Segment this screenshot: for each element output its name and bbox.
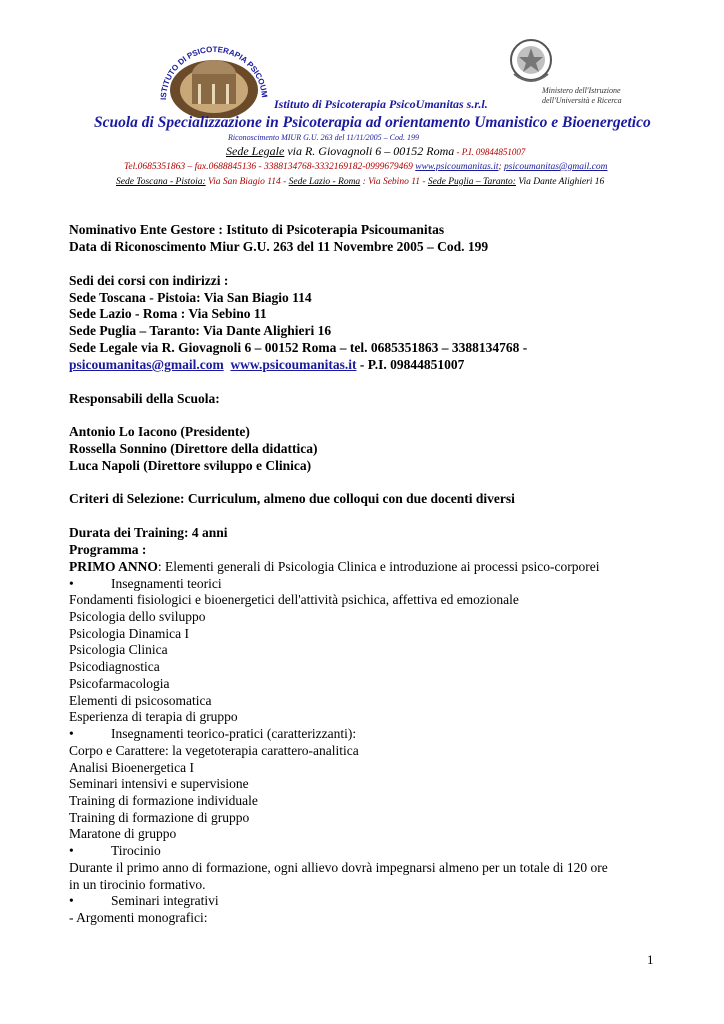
bullet: • xyxy=(69,726,74,741)
ministry-line-1: Ministero dell'Istruzione xyxy=(542,86,621,95)
list-item: Fondamenti fisiologici e bioenergetici dell'attività psichica, affettiva ed emozionale xyxy=(69,592,519,607)
list-item: Psicofarmacologia xyxy=(69,676,170,691)
sede-lazio-label: Sede Lazio - xyxy=(288,177,339,187)
responsabili-title: Responsabili della Scuola: xyxy=(69,391,220,406)
list-item: Corpo e Carattere: la vegetoterapia carattero-analitica xyxy=(69,743,359,758)
header-email-link[interactable]: psicoumanitas@gmail.com xyxy=(504,162,608,172)
list-item: Training di formazione di gruppo xyxy=(69,810,250,825)
list-item: Psicologia Dinamica I xyxy=(69,626,189,641)
email-link[interactable]: psicoumanitas@gmail.com xyxy=(69,357,224,372)
list-item: Elementi di psicosomatica xyxy=(69,693,212,708)
list-item: Training di formazione individuale xyxy=(69,793,258,808)
list-item: Psicologia Clinica xyxy=(69,642,168,657)
programma-title: Programma : xyxy=(69,542,147,557)
sede-toscana: Sede Toscana - Pistoia: Via San Biagio 114 xyxy=(69,290,312,305)
list-item: Seminari intensivi e supervisione xyxy=(69,776,249,791)
durata-training: Durata dei Training: 4 anni xyxy=(69,525,228,540)
sede-legale: Sede Legale via R. Giovagnoli 6 – 00152 Roma – tel. 0685351863 – 3388134768 - xyxy=(69,340,528,355)
responsabile-1: Antonio Lo Iacono (Presidente) xyxy=(69,424,250,439)
legal-address-text: via R. Giovagnoli 6 – 00152 Roma xyxy=(284,144,455,158)
sede-lazio-city: Roma xyxy=(338,177,361,187)
separator: ; xyxy=(498,162,505,172)
sede-lazio: Sede Lazio - Roma : Via Sebino 11 xyxy=(69,306,267,321)
page-number: 1 xyxy=(647,952,654,967)
responsabile-3: Luca Napoli (Direttore sviluppo e Clinica) xyxy=(69,458,312,473)
bullet: • xyxy=(69,843,74,858)
sede-lazio-address: : Via Sebino 11 - xyxy=(360,177,428,187)
tirocinio: Tirocinio xyxy=(111,843,161,858)
legal-address xyxy=(226,144,525,159)
list-item: Psicodiagnostica xyxy=(69,659,160,674)
piva: - P.I. 09844851007 xyxy=(356,357,465,372)
institute-logo xyxy=(158,38,270,118)
sede-toscana-address: Via San Biagio 114 - xyxy=(205,177,289,187)
tirocinio-text-1: Durante il primo anno di formazione, ogni allievo dovrà impegnarsi almeno per un totale di 120 ore xyxy=(69,860,608,875)
seminari-integrativi: Seminari integrativi xyxy=(111,893,219,908)
website-link[interactable]: www.psicoumanitas.it xyxy=(230,357,357,372)
header-sedi xyxy=(116,177,604,187)
primo-anno-label: PRIMO ANNO xyxy=(69,559,158,574)
sede-puglia-label: Sede Puglia – Taranto: xyxy=(427,177,516,187)
primo-anno xyxy=(69,559,600,575)
list-item: Esperienza di terapia di gruppo xyxy=(69,709,238,724)
list-item: Psicologia dello sviluppo xyxy=(69,609,206,624)
insegnamenti-pratici: Insegnamenti teorico-pratici (caratterizzanti): xyxy=(111,726,357,741)
list-item: Analisi Bioenergetica I xyxy=(69,760,194,775)
recognition-line: Riconoscimento MIUR G.U. 263 del 11/11/2005 – Cod. 199 xyxy=(228,133,420,142)
bullet: • xyxy=(69,893,74,908)
list-item: Maratone di gruppo xyxy=(69,826,177,841)
phone-numbers: Tel.0685351863 – fax.0688845136 - 3388134768-3332169182-0999679469 xyxy=(124,162,416,172)
argomenti-monografici: - Argomenti monografici: xyxy=(69,910,208,925)
criteri-selezione: Criteri di Selezione: Curriculum, almeno due colloqui con due docenti diversi xyxy=(69,491,515,506)
data-riconoscimento: Data di Riconoscimento Miur G.U. 263 del 11 Novembre 2005 – Cod. 199 xyxy=(69,239,489,254)
school-title: Scuola di Specializzazione in Psicoterapia ad orientamento Umanistico e Bioenergetico xyxy=(94,114,651,131)
logo-arc-text: ISTITUTO DI PSICOTERAPIA PSICOUM xyxy=(158,44,270,101)
bullet: • xyxy=(69,576,74,591)
header-contacts xyxy=(124,162,608,172)
responsabile-2: Rossella Sonnino (Direttore della didattica) xyxy=(69,441,318,456)
sede-puglia-address: Via Dante Alighieri 16 xyxy=(515,177,605,187)
sede-puglia: Sede Puglia – Taranto: Via Dante Alighieri 16 xyxy=(69,323,332,338)
ministry-seal xyxy=(506,34,556,90)
ministry-line-2: dell'Università e Ricerca xyxy=(542,96,622,105)
contact-links xyxy=(69,357,464,373)
tirocinio-text-2: in un tirocinio formativo. xyxy=(69,877,206,892)
primo-anno-text: : Elementi generali di Psicologia Clinica e introduzione ai processi psico-corporei xyxy=(157,559,600,574)
sedi-title: Sedi dei corsi con indirizzi : xyxy=(69,273,229,288)
legal-label: Sede Legale xyxy=(226,144,285,158)
institute-name: Istituto di Psicoterapia PsicoUmanitas s.r.l. xyxy=(274,97,488,111)
ente-gestore: Nominativo Ente Gestore : Istituto di Psicoterapia Psicoumanitas xyxy=(69,222,445,237)
header-website-link[interactable]: www.psicoumanitas.it xyxy=(415,162,499,172)
legal-piva: - P.I. 09844851007 xyxy=(454,147,526,157)
sede-toscana-label: Sede Toscana - Pistoia: xyxy=(116,177,206,187)
insegnamenti-teorici: Insegnamenti teorici xyxy=(111,576,222,591)
